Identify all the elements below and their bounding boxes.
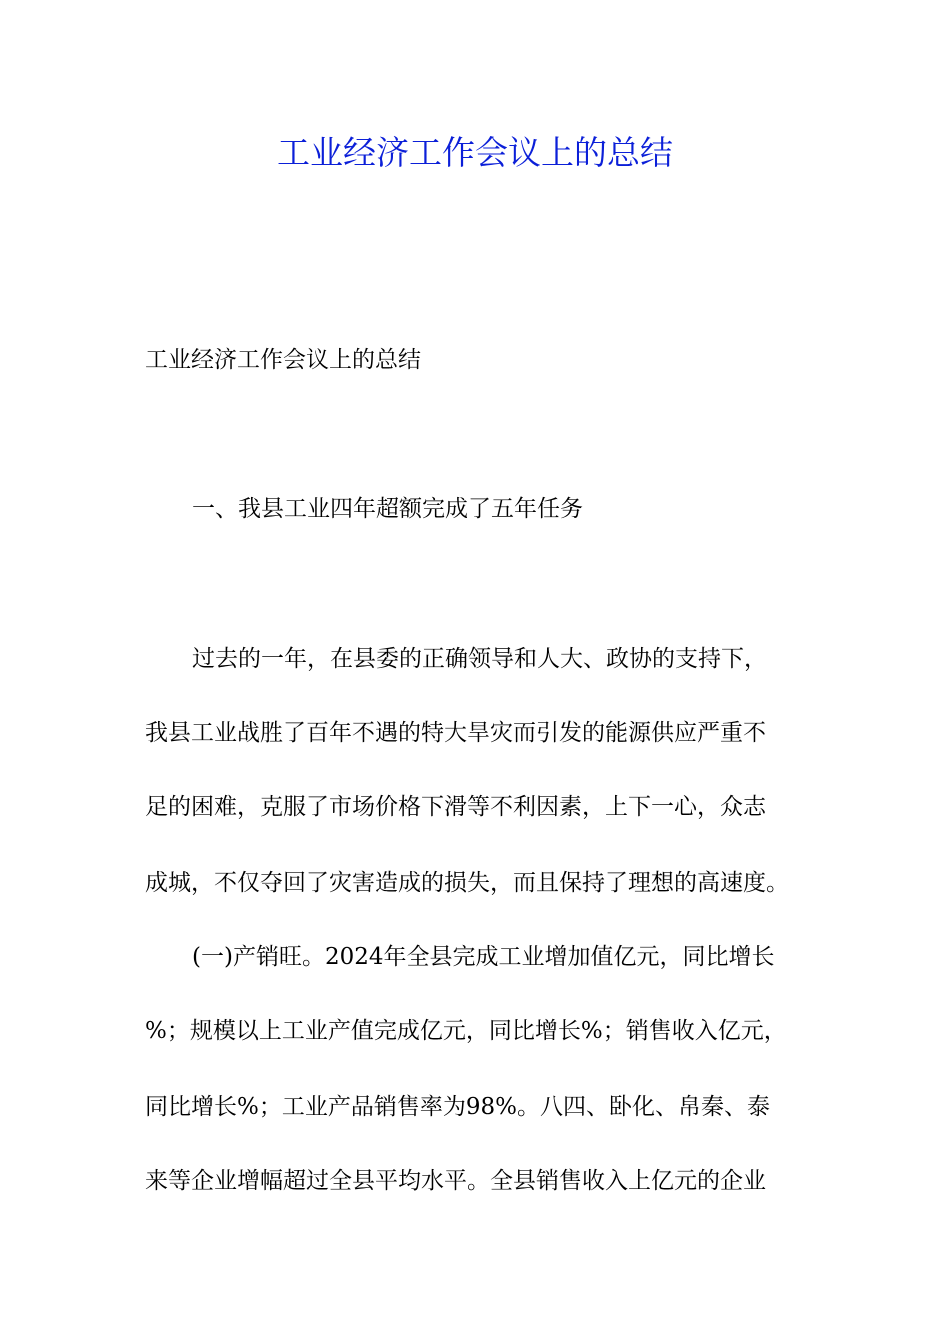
paragraph-1-line-1: 过去的一年，在县委的正确领导和人大、政协的支持下，: [192, 646, 767, 672]
paragraph-2-line-2: %；规模以上工业产值完成亿元，同比增长%；销售收入亿元，: [145, 1018, 787, 1044]
paragraph-2-line-3: 同比增长%；工业产品销售率为98%。八四、卧化、帛秦、泰: [145, 1094, 770, 1120]
document-title: 工业经济工作会议上的总结: [277, 133, 673, 172]
paragraph-1-line-2: 我县工业战胜了百年不遇的特大旱灾而引发的能源供应严重不: [145, 720, 766, 746]
paragraph-2-line-1: (一)产销旺。2024年全县完成工业增加值亿元，同比增长: [192, 944, 775, 970]
document-subtitle: 工业经济工作会议上的总结: [145, 347, 421, 373]
paragraph-2-line-4: 来等企业增幅超过全县平均水平。全县销售收入上亿元的企业: [145, 1168, 766, 1194]
paragraph-1-line-4: 成城，不仅夺回了灾害造成的损失，而且保持了理想的高速度。: [145, 870, 789, 896]
paragraph-1-line-3: 足的困难，克服了市场价格下滑等不利因素，上下一心，众志: [145, 794, 766, 820]
section-heading: 一、我县工业四年超额完成了五年任务: [192, 496, 583, 522]
